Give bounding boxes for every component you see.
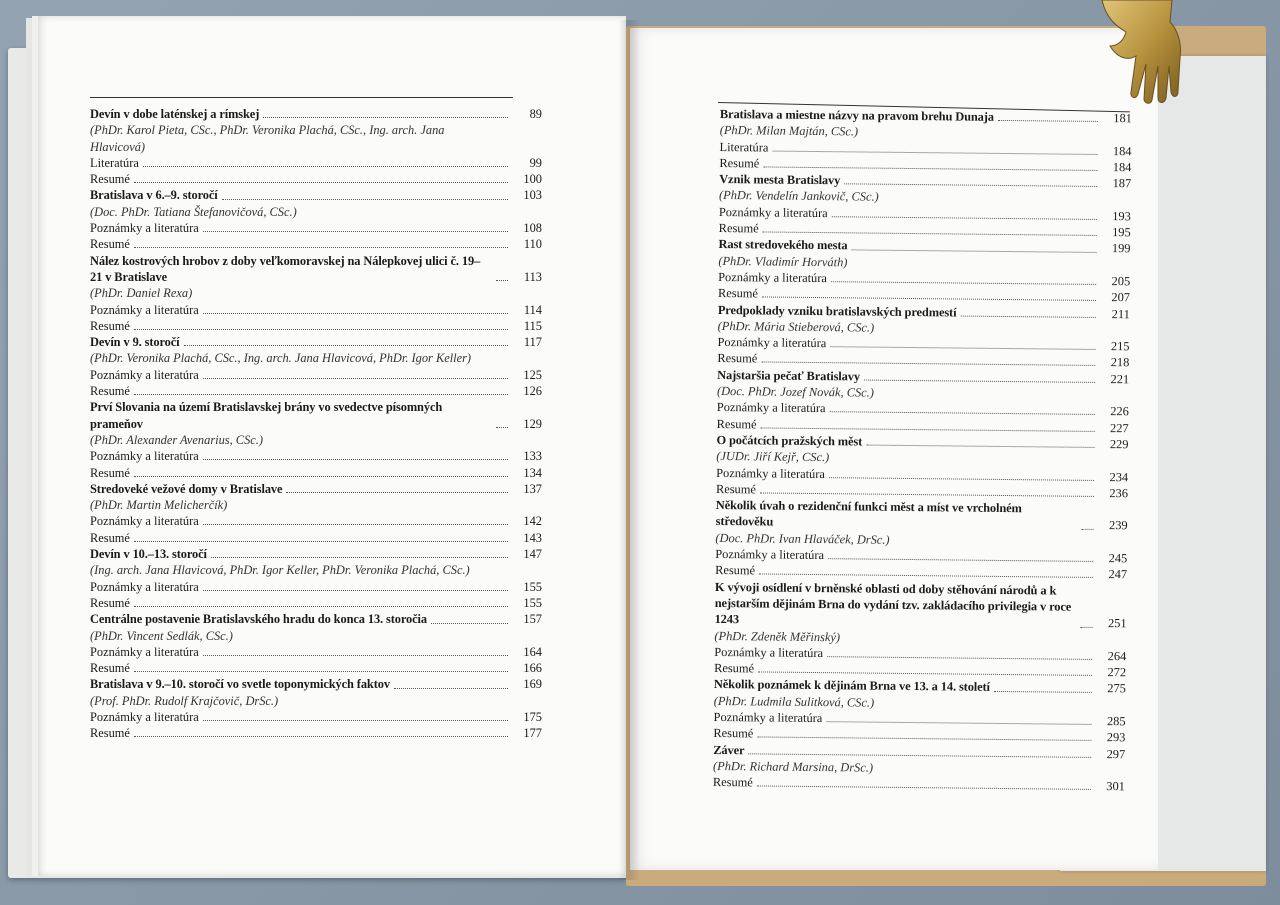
toc-entry-title: Devín v dobe laténskej a rímskej xyxy=(90,107,260,121)
toc-entry-title: Predpoklady vzniku bratislavských predmestí xyxy=(717,302,957,320)
toc-entry xyxy=(90,611,542,676)
dot-leader xyxy=(760,492,1094,496)
dot-leader xyxy=(748,753,1091,758)
dot-leader xyxy=(998,120,1098,122)
page-number: 293 xyxy=(1106,730,1126,745)
page-number: 272 xyxy=(1107,665,1127,680)
toc-entry xyxy=(90,546,542,611)
dot-leader xyxy=(960,315,1095,317)
toc-entry-title: Bratislava a miestne názvy na pravom brehu Dunaja xyxy=(719,106,995,124)
dot-leader xyxy=(263,117,508,118)
toc-sub-line xyxy=(90,644,542,660)
top-rule-left xyxy=(90,97,513,98)
toc-title-line xyxy=(90,399,542,432)
toc-entry xyxy=(716,432,1129,501)
toc-entry xyxy=(90,187,542,252)
dot-leader xyxy=(866,445,1094,448)
toc-sub-label: Poznámky a literatúra xyxy=(90,579,199,594)
toc-entry xyxy=(90,481,542,546)
toc-entry-author: (Doc. PhDr. Tatiana Štefanovičová, CSc.) xyxy=(90,204,297,219)
toc-sub-label: Resumé xyxy=(716,416,757,432)
dot-leader xyxy=(203,313,508,314)
toc-entry xyxy=(714,579,1127,681)
toc-entry-title: O počátcích pražských měst xyxy=(716,432,863,449)
dot-leader xyxy=(851,249,1096,253)
toc-sub-label: Poznámky a literatúra xyxy=(90,302,199,317)
page-number: 164 xyxy=(523,644,542,659)
page-number: 169 xyxy=(523,677,542,692)
toc-sub-label: Poznámky a literatúra xyxy=(714,644,824,660)
toc-title-line xyxy=(90,676,542,692)
dot-leader xyxy=(203,378,508,379)
dot-leader xyxy=(761,362,1095,366)
page-number: 142 xyxy=(523,514,542,529)
dot-leader xyxy=(222,199,508,200)
toc-entry-author: (PhDr. Milan Majtán, CSc.) xyxy=(719,123,859,139)
toc-entry xyxy=(717,367,1130,436)
toc-sub-line xyxy=(90,579,542,595)
dot-leader xyxy=(496,280,508,281)
toc-entry xyxy=(90,253,542,334)
page-number: 134 xyxy=(523,465,542,480)
toc-sub-label: Resumé xyxy=(717,286,759,301)
dot-leader xyxy=(757,737,1091,741)
toc-sub-line xyxy=(90,709,542,725)
toc-entry-author: (Doc. PhDr. Ivan Hlaváček, DrSc.) xyxy=(715,530,890,547)
toc-entry-title: Několik poznámek k dějinám Brna ve 13. a 14. století xyxy=(713,677,991,695)
toc-sub-label: Poznámky a literatúra xyxy=(717,335,827,351)
page-number: 129 xyxy=(523,416,542,431)
page-number: 207 xyxy=(1111,290,1131,305)
page-number: 297 xyxy=(1106,746,1126,761)
page-number: 236 xyxy=(1109,485,1129,501)
page-number: 211 xyxy=(1111,306,1130,321)
toc-entry-author: (PhDr. Vendelín Jankovič, CSc.) xyxy=(718,188,879,205)
toc-sub-label: Poznámky a literatúra xyxy=(90,367,199,382)
toc-title-line xyxy=(716,497,1128,534)
toc-sub-label: Resumé xyxy=(90,595,130,610)
toc-sub-line xyxy=(90,530,542,546)
page-number: 275 xyxy=(1107,681,1126,696)
toc-sub-label: Resumé xyxy=(90,384,130,399)
dot-leader xyxy=(496,427,508,428)
toc-sub-line xyxy=(90,660,542,676)
dot-leader xyxy=(134,394,508,395)
page-number: 251 xyxy=(1107,616,1127,631)
toc-sub-label: Poznámky a literatúra xyxy=(718,269,828,286)
dot-leader xyxy=(1082,529,1094,530)
page-number: 137 xyxy=(523,481,542,496)
dot-leader xyxy=(772,150,1097,154)
page-number: 193 xyxy=(1112,208,1131,224)
page-number: 301 xyxy=(1106,779,1125,794)
page-number: 264 xyxy=(1107,648,1127,664)
page-number: 247 xyxy=(1108,567,1128,582)
toc-sub-label: Resumé xyxy=(90,661,130,676)
toc-sub-label: Poznámky a literatúra xyxy=(90,221,199,236)
toc-entry-author: (Ing. arch. Jana Hlavicová, PhDr. Igor Keller, PhDr. Veronika Plachá, CSc.) xyxy=(90,563,470,578)
page-number: 195 xyxy=(1112,225,1131,240)
dot-leader xyxy=(203,231,508,232)
toc-entry xyxy=(90,106,542,187)
toc-entry-author: (Doc. PhDr. Jozef Novák, CSc.) xyxy=(716,384,875,400)
toc-entry-author: (PhDr. Richard Marsina, DrSc.) xyxy=(713,758,874,775)
toc-entry xyxy=(718,236,1131,305)
toc-title-line xyxy=(90,253,542,286)
toc-entry xyxy=(713,742,1125,795)
toc-sub-line xyxy=(90,448,542,464)
page-number: 110 xyxy=(523,237,542,252)
page-number: 166 xyxy=(523,661,542,676)
dot-leader xyxy=(134,606,508,607)
toc-sub-line xyxy=(90,302,542,318)
page-number: 114 xyxy=(523,302,542,317)
toc-title-line xyxy=(90,106,542,122)
page-number: 117 xyxy=(523,335,542,350)
dot-leader xyxy=(830,346,1095,350)
toc-sub-label: Resumé xyxy=(717,351,758,366)
dot-leader xyxy=(1081,626,1093,627)
brass-hand-icon xyxy=(1092,0,1188,104)
toc-entry-author: (PhDr. Daniel Rexa) xyxy=(90,286,193,301)
toc-sub-label: Poznámky a literatúra xyxy=(716,465,825,481)
toc-sub-label: Resumé xyxy=(712,775,753,790)
dot-leader xyxy=(203,524,508,525)
toc-entry-author: (PhDr. Ludmila Sulitková, CSc.) xyxy=(713,693,875,710)
toc-sub-label: Poznámky a literatúra xyxy=(90,449,199,464)
toc-sub-label: Resumé xyxy=(90,172,130,187)
dot-leader xyxy=(828,558,1093,562)
dot-leader xyxy=(203,459,508,460)
page-number: 177 xyxy=(523,726,542,741)
page-number: 157 xyxy=(523,612,542,627)
page-number: 99 xyxy=(529,155,542,170)
toc-sub-label: Resumé xyxy=(90,465,130,480)
page-number: 100 xyxy=(523,172,542,187)
toc-entry-author: (PhDr. Veronika Plachá, CSc., Ing. arch. Jana Hlavicová, PhDr. Igor Keller) xyxy=(90,351,472,366)
toc-entry-title: Devín v 10.–13. storočí xyxy=(90,547,207,562)
dot-leader xyxy=(763,166,1097,170)
toc-entry-author: (PhDr. Vincent Sedlák, CSc.) xyxy=(90,628,233,643)
toc-title-line xyxy=(90,481,542,497)
toc-sub-label: Poznámky a literatúra xyxy=(713,709,823,726)
page-number: 155 xyxy=(523,579,542,594)
toc-sub-label: Literatúra xyxy=(719,139,769,155)
toc-sub-label: Resumé xyxy=(715,481,756,497)
toc-entry xyxy=(715,497,1128,583)
toc-entry xyxy=(713,676,1126,745)
page-number: 133 xyxy=(523,449,542,464)
dot-leader xyxy=(762,297,1096,301)
page-number: 175 xyxy=(523,709,542,724)
dot-leader xyxy=(830,412,1095,416)
toc-entry xyxy=(719,171,1132,240)
page-number: 218 xyxy=(1110,355,1130,370)
toc-title-line xyxy=(90,334,542,350)
page-number: 205 xyxy=(1111,274,1131,289)
toc-sub-label: Literatúra xyxy=(90,155,139,170)
toc-sub-label: Poznámky a literatúra xyxy=(718,204,828,220)
dot-leader xyxy=(431,623,508,624)
dot-leader xyxy=(826,721,1091,725)
toc-sub-line xyxy=(90,725,542,741)
toc-sub-label: Resumé xyxy=(719,155,760,171)
page-number: 215 xyxy=(1110,339,1130,354)
toc-entry xyxy=(90,399,542,480)
dot-leader xyxy=(761,427,1095,431)
dot-leader xyxy=(844,184,1097,188)
dot-leader xyxy=(134,671,508,672)
dot-leader xyxy=(832,216,1097,220)
dot-leader xyxy=(134,736,508,737)
page-number: 229 xyxy=(1109,437,1129,452)
toc-sub-line xyxy=(90,155,542,171)
toc-entry-title: Bratislava v 6.–9. storočí xyxy=(90,188,218,203)
toc-sub-label: Resumé xyxy=(90,726,130,741)
dot-leader xyxy=(134,541,508,542)
toc-entry xyxy=(717,302,1130,371)
toc-sub-label: Poznámky a literatúra xyxy=(90,709,199,724)
page-number: 181 xyxy=(1113,111,1132,126)
toc-sub-label: Resumé xyxy=(713,726,754,741)
toc-entry-title: Několik úvah o rezidenční funkci měst a míst ve vrcholném středověku xyxy=(715,498,1022,530)
toc-entry-author: (PhDr. Zdeněk Měřinský) xyxy=(714,628,841,644)
page-number: 103 xyxy=(523,188,542,203)
dot-leader xyxy=(203,590,508,591)
dot-leader xyxy=(211,557,508,558)
toc-sub-line xyxy=(90,367,542,383)
dot-leader xyxy=(143,166,508,167)
toc-entry-title: Nález kostrových hrobov z doby veľkomoravskej na Nálepkovej ulici č. 19–21 v Bratislave xyxy=(90,253,481,284)
toc-entry-author: (PhDr. Alexander Avenarius, CSc.) xyxy=(90,432,263,447)
dot-leader xyxy=(758,672,1092,676)
toc-sub-label: Poznámky a literatúra xyxy=(90,514,199,529)
dot-leader xyxy=(134,476,508,477)
page-number: 234 xyxy=(1109,469,1129,484)
page-number: 199 xyxy=(1111,241,1131,256)
toc-title-line xyxy=(715,579,1127,632)
page-number: 227 xyxy=(1109,420,1129,435)
toc-entry-author: (PhDr. Karol Pieta, CSc., PhDr. Veronika Plachá, CSc., Ing. arch. Jana Hlavicová) xyxy=(90,123,445,154)
page-number: 126 xyxy=(523,384,542,399)
toc-sub-line xyxy=(90,383,542,399)
dot-leader xyxy=(184,345,508,346)
dot-leader xyxy=(286,492,508,493)
dot-leader xyxy=(864,380,1095,383)
dot-leader xyxy=(827,656,1092,660)
table-of-contents-left xyxy=(90,106,542,742)
toc-entry-title: Najstaršia pečať Bratislavy xyxy=(717,367,861,384)
toc-entry-author: (Prof. PhDr. Rudolf Krajčovič, DrSc.) xyxy=(90,693,279,708)
toc-sub-line xyxy=(90,513,542,529)
toc-entry-title: Záver xyxy=(713,742,745,757)
page-number: 108 xyxy=(523,221,542,236)
toc-title-line xyxy=(90,611,542,627)
toc-sub-line xyxy=(90,236,542,252)
toc-entry-title: Devín v 9. storočí xyxy=(90,335,180,350)
toc-entry-title: Bratislava v 9.–10. storočí vo svetle toponymických faktov xyxy=(90,677,390,692)
toc-entry xyxy=(90,334,542,399)
toc-sub-line xyxy=(90,220,542,236)
page-number: 113 xyxy=(523,269,542,284)
table-of-contents-right xyxy=(713,106,1132,795)
page-number: 226 xyxy=(1110,404,1129,419)
dot-leader xyxy=(757,786,1091,790)
page-number: 184 xyxy=(1112,143,1132,158)
toc-entry-author: (PhDr. Martin Melicherčík) xyxy=(90,498,228,513)
toc-sub-line xyxy=(90,595,542,611)
dot-leader xyxy=(134,182,508,183)
page-number: 187 xyxy=(1112,176,1132,191)
toc-entry-author: (JUDr. Jiří Kejř, CSc.) xyxy=(716,449,830,465)
page-number: 184 xyxy=(1112,160,1132,175)
dot-leader xyxy=(203,720,508,721)
toc-entry xyxy=(719,106,1132,175)
book-gutter xyxy=(618,20,640,880)
page-number: 155 xyxy=(523,595,542,610)
page-number: 221 xyxy=(1110,371,1130,387)
toc-entry-author: (PhDr. Mária Stieberová, CSc.) xyxy=(717,318,875,335)
toc-sub-label: Resumé xyxy=(718,221,759,236)
page-number: 143 xyxy=(523,530,542,545)
toc-entry-title: Centrálne postavenie Bratislavského hradu do konca 13. storočia xyxy=(90,612,427,627)
toc-entry-title: K vývoji osídlení v brněnské oblasti od doby stěhování národů a k nejstarším dějinám Brna do vydání tzv. zakládacího privilegia v roce 1243 xyxy=(714,579,1072,627)
toc-entry-title: Stredoveké vežové domy v Bratislave xyxy=(90,481,283,496)
dot-leader xyxy=(134,329,508,330)
toc-sub-line xyxy=(90,465,542,481)
page-number: 285 xyxy=(1106,714,1126,729)
page-number: 245 xyxy=(1108,551,1128,566)
toc-entry-author: (PhDr. Vladimír Horváth) xyxy=(718,253,848,270)
dot-leader xyxy=(831,281,1096,285)
toc-sub-label: Resumé xyxy=(714,661,755,676)
toc-sub-label: Resumé xyxy=(90,318,130,333)
dot-leader xyxy=(203,655,508,656)
toc-title-line xyxy=(90,546,542,562)
toc-sub-line xyxy=(90,318,542,334)
page-number: 89 xyxy=(529,107,542,121)
toc-sub-label: Resumé xyxy=(90,237,130,252)
toc-sub-label: Poznámky a literatúra xyxy=(716,400,826,416)
page-number: 147 xyxy=(523,547,542,562)
toc-entry-title: Rast stredovekého mesta xyxy=(718,237,848,253)
toc-sub-label: Resumé xyxy=(715,563,756,578)
toc-title-line xyxy=(90,187,542,203)
toc-sub-label: Poznámky a literatúra xyxy=(90,644,199,659)
toc-entry xyxy=(90,676,542,741)
toc-sub-line xyxy=(90,171,542,187)
toc-sub-label: Poznámky a literatúra xyxy=(715,546,825,563)
toc-entry-title: Prví Slovania na území Bratislavskej brány vo svedectve písomných prameňov xyxy=(90,400,443,431)
toc-sub-label: Resumé xyxy=(90,530,130,545)
dot-leader xyxy=(759,574,1093,578)
dot-leader xyxy=(763,232,1097,236)
dot-leader xyxy=(994,691,1092,693)
dot-leader xyxy=(394,688,508,689)
page-number: 239 xyxy=(1108,518,1128,533)
page-number: 115 xyxy=(523,318,542,333)
page-number: 125 xyxy=(523,367,542,382)
dot-leader xyxy=(134,247,508,248)
toc-entry-title: Vznik mesta Bratislavy xyxy=(719,172,841,188)
dot-leader xyxy=(829,477,1094,481)
